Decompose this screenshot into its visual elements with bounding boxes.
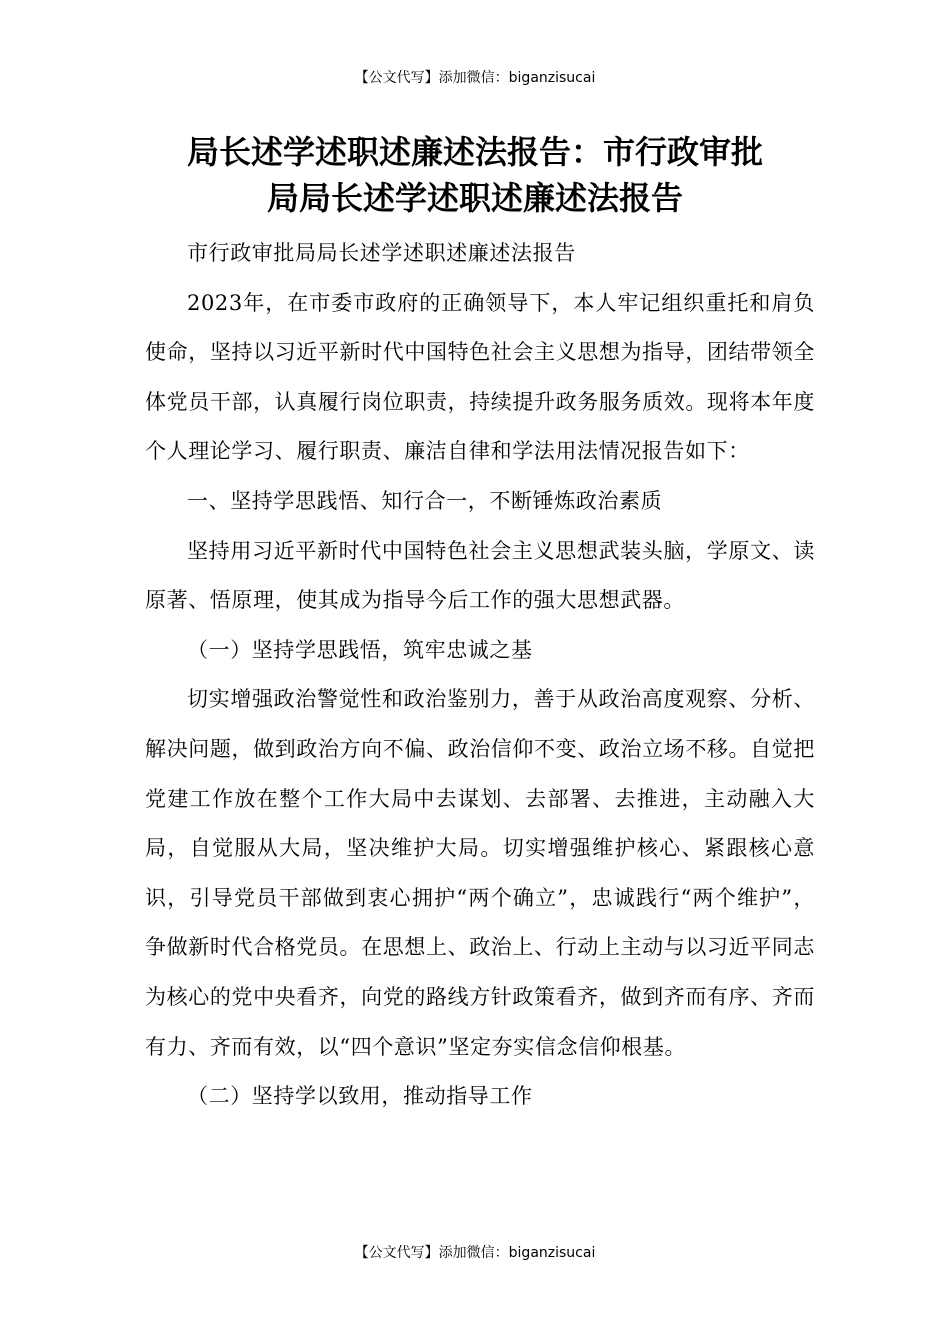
title-line-1: 局长述学述职述廉述法报告：市行政审批 — [186, 133, 763, 171]
document-title — [140, 129, 810, 221]
header-note: 【公文代写】添加微信：biganzisucai — [354, 70, 596, 86]
title-line-2: 局局长述学述职述廉述法报告 — [266, 179, 683, 217]
footer-note: 【公文代写】添加微信：biganzisucai — [354, 1245, 596, 1261]
intro-paragraph: 2023年，在市委市政府的正确领导下，本人牢记组织重托和肩负使命，坚持以习近平新时代中国特色社会主义思想为指导，团结带领全体党员干部，认真履行岗位职责，持续提升政务服务质效。现将本年度个人理论学习、履行职责、廉洁自律和学法用法情况报告如下： — [145, 290, 815, 464]
subtitle-paragraph: 市行政审批局局长述学述职述廉述法报告 — [187, 241, 576, 265]
section-heading-1: 一、坚持学思践悟、知行合一，不断锤炼政治素质 — [187, 488, 663, 513]
document-body — [145, 229, 815, 1122]
subsection-heading-1: （一）坚持学思践悟，筑牢忠诚之基 — [187, 637, 533, 662]
body-paragraph: 坚持用习近平新时代中国特色社会主义思想武装头脑，学原文、读原著、悟原理，使其成为指导今后工作的强大思想武器。 — [145, 538, 815, 613]
subsection-heading-2: （二）坚持学以致用，推动指导工作 — [187, 1084, 533, 1109]
body-paragraph: 切实增强政治警觉性和政治鉴别力，善于从政治高度观察、分析、解决问题，做到政治方向不偏、政治信仰不变、政治立场不移。自觉把党建工作放在整个工作大局中去谋划、去部署、去推进，主动融入大局，自觉服从大局，坚决维护大局。切实增强维护核心、紧跟核心意识，引导党员干部做到衷心拥护“两个确立”，忠诚践行“两个维护”，争做新时代合格党员。在思想上、政治上、行动上主动与以习近平同志为核心的党中央看齐，向党的路线方针政策看齐，做到齐而有序、齐而有力、齐而有效，以“四个意识”坚定夯实信念信仰根基。 — [145, 687, 815, 1059]
